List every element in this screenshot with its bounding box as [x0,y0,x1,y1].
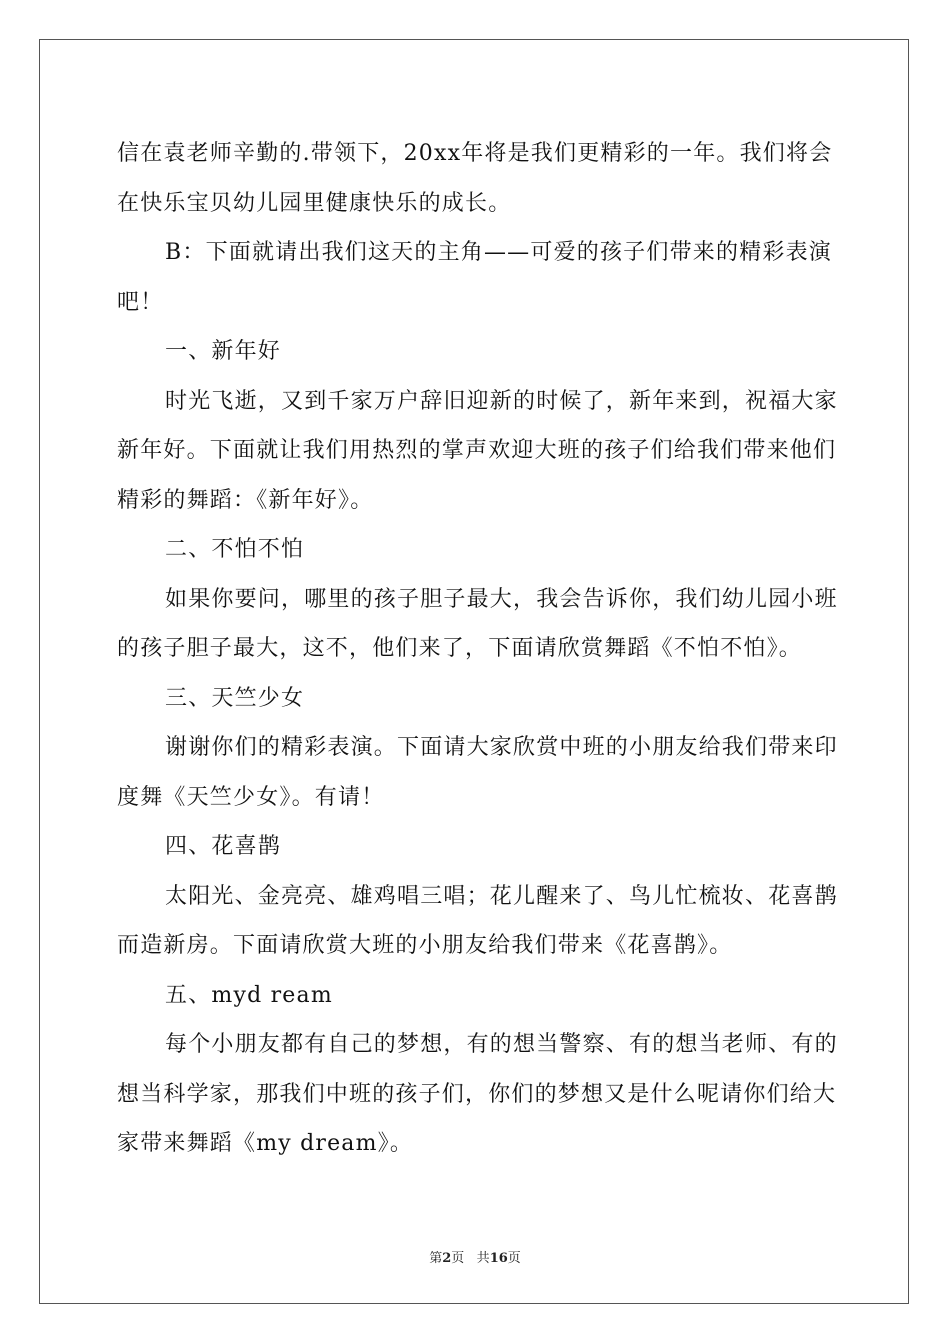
total-suffix: 页 [507,1251,521,1266]
paragraph: 谢谢你们的精彩表演。下面请大家欣赏中班的小朋友给我们带来印度舞《天竺少女》。有请！ [117,735,838,810]
total-pages: 16 [489,1251,508,1266]
page-prefix: 第 [429,1251,443,1266]
page-footer [0,1247,950,1266]
paragraph: 太阳光、金亮亮、雄鸡唱三唱；花儿醒来了、鸟儿忙梳妆、花喜鹊而造新房。下面请欣赏大班的小朋友给我们带来《花喜鹊》。 [117,883,838,958]
paragraph: B：下面就请出我们这天的主角——可爱的孩子们带来的精彩表演吧！ [117,240,832,315]
total-prefix: 共 [476,1251,490,1266]
paragraph: 如果你要问，哪里的孩子胆子最大，我会告诉你，我们幼儿园小班的孩子胆子最大，这不，他们来了，下面请欣赏舞蹈《不怕不怕》。 [117,586,838,661]
section-heading: 四、花喜鹊 [165,834,282,859]
paragraph: 时光飞逝，又到千家万户辞旧迎新的时候了，新年来到，祝福大家新年好。下面就让我们用热烈的掌声欢迎大班的孩子们给我们带来他们精彩的舞蹈：《新年好》。 [117,388,838,513]
paragraph: 每个小朋友都有自己的梦想，有的想当警察、有的想当老师、有的想当科学家，那我们中班的孩子们，你们的梦想又是什么呢请你们给大家带来舞蹈《my dream》。 [117,1032,838,1156]
document-body [117,129,847,1169]
page-suffix: 页 [451,1251,465,1266]
section-heading: 五、myd ream [165,982,333,1008]
section-heading: 二、不怕不怕 [165,537,305,562]
section-heading: 三、天竺少女 [165,685,305,711]
page-number: 2 [442,1251,452,1266]
section-heading: 一、新年好 [165,339,282,364]
paragraph: 信在袁老师辛勤的.带领下，20xx年将是我们更精彩的一年。我们将会在快乐宝贝幼儿园里健康快乐的成长。 [117,141,833,216]
